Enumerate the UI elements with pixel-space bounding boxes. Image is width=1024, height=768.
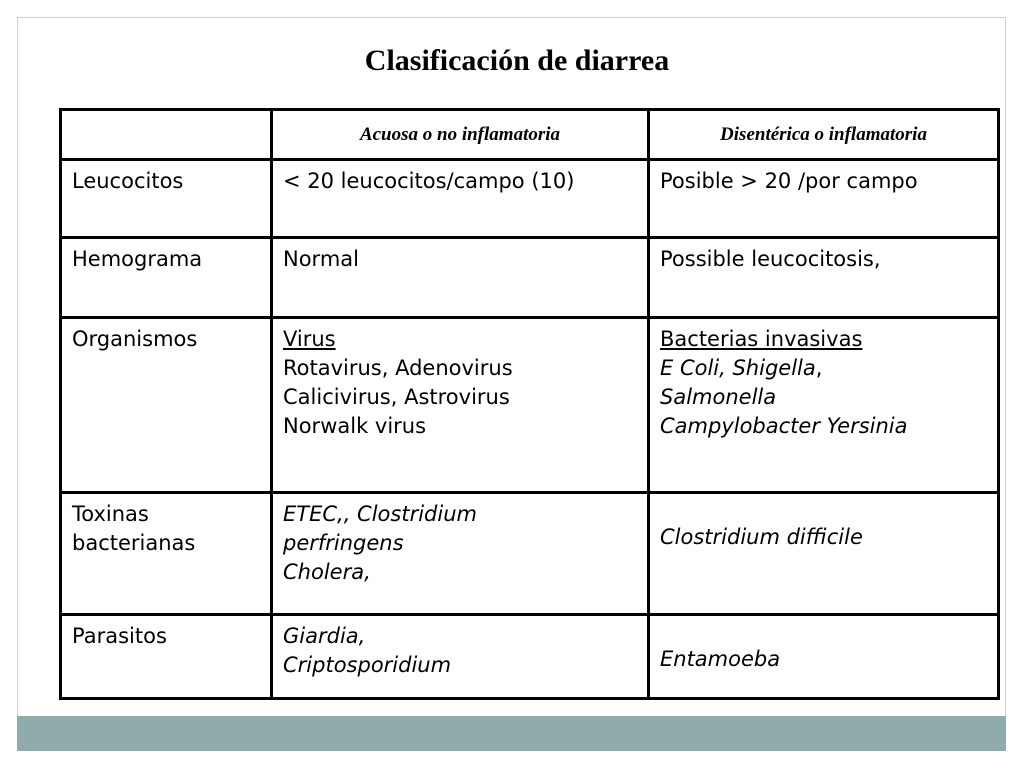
cell-text: ,: [815, 356, 823, 380]
cell-acuosa: [272, 160, 649, 238]
spacer: [660, 500, 987, 523]
cell-text: Normal: [283, 247, 359, 271]
cell-acuosa: [272, 318, 649, 493]
header-acuosa: Acuosa o no inflamatoria: [272, 110, 649, 160]
cell-text: Cholera,: [283, 560, 371, 584]
row-label: Hemograma: [61, 238, 272, 318]
cell-text-line: [660, 354, 987, 383]
cell-acuosa: [272, 615, 649, 699]
cell-text: Norwalk virus: [283, 414, 427, 438]
header-row: [61, 110, 999, 160]
cell-disenterica: [649, 238, 999, 318]
cell-text: Campylobacter Yersinia: [660, 414, 908, 438]
cell-disenterica: [649, 493, 999, 615]
slide-title: Clasificación de diarrea: [364, 44, 670, 77]
cell-text: Giardia,: [283, 624, 366, 648]
cell-text: Rotavirus, Adenovirus: [283, 356, 513, 380]
cell-text: Calicivirus, Astrovirus: [283, 385, 510, 409]
table-row: [61, 493, 999, 615]
row-label: [61, 493, 272, 615]
classification-table: [59, 108, 1000, 700]
cell-text: Possible leucocitosis,: [660, 247, 881, 271]
row-label: Organismos: [61, 318, 272, 493]
header-empty: [61, 110, 272, 160]
cell-text: Clostridium difficile: [660, 525, 863, 549]
row-label: Leucocitos: [61, 160, 272, 238]
cell-disenterica: [649, 615, 999, 699]
cell-text: E Coli, Shigella: [660, 356, 816, 380]
cell-disenterica: [649, 160, 999, 238]
cell-text: < 20 leucocitos/campo (10): [283, 169, 575, 193]
row-label-line: Toxinas: [72, 502, 149, 526]
cell-text: perfringens: [283, 531, 404, 555]
cell-heading: Virus: [283, 327, 336, 351]
cell-text: Salmonella: [660, 385, 777, 409]
cell-text: Posible > 20 /por campo: [660, 169, 918, 193]
spacer: [660, 622, 987, 645]
row-label-line: bacterianas: [72, 531, 196, 555]
table-row: [61, 615, 999, 699]
cell-acuosa: [272, 493, 649, 615]
cell-text: Entamoeba: [660, 647, 781, 671]
table-row: [61, 238, 999, 318]
footer-band: [17, 716, 1006, 751]
header-disenterica: Disentérica o inflamatoria: [649, 110, 999, 160]
row-label: Parasitos: [61, 615, 272, 699]
cell-heading: Bacterias invasivas: [660, 327, 863, 351]
table-row: [61, 318, 999, 493]
cell-acuosa: [272, 238, 649, 318]
cell-text: ETEC,, Clostridium: [283, 502, 477, 526]
cell-text: Criptosporidium: [283, 653, 452, 677]
cell-disenterica: [649, 318, 999, 493]
table-row: [61, 160, 999, 238]
